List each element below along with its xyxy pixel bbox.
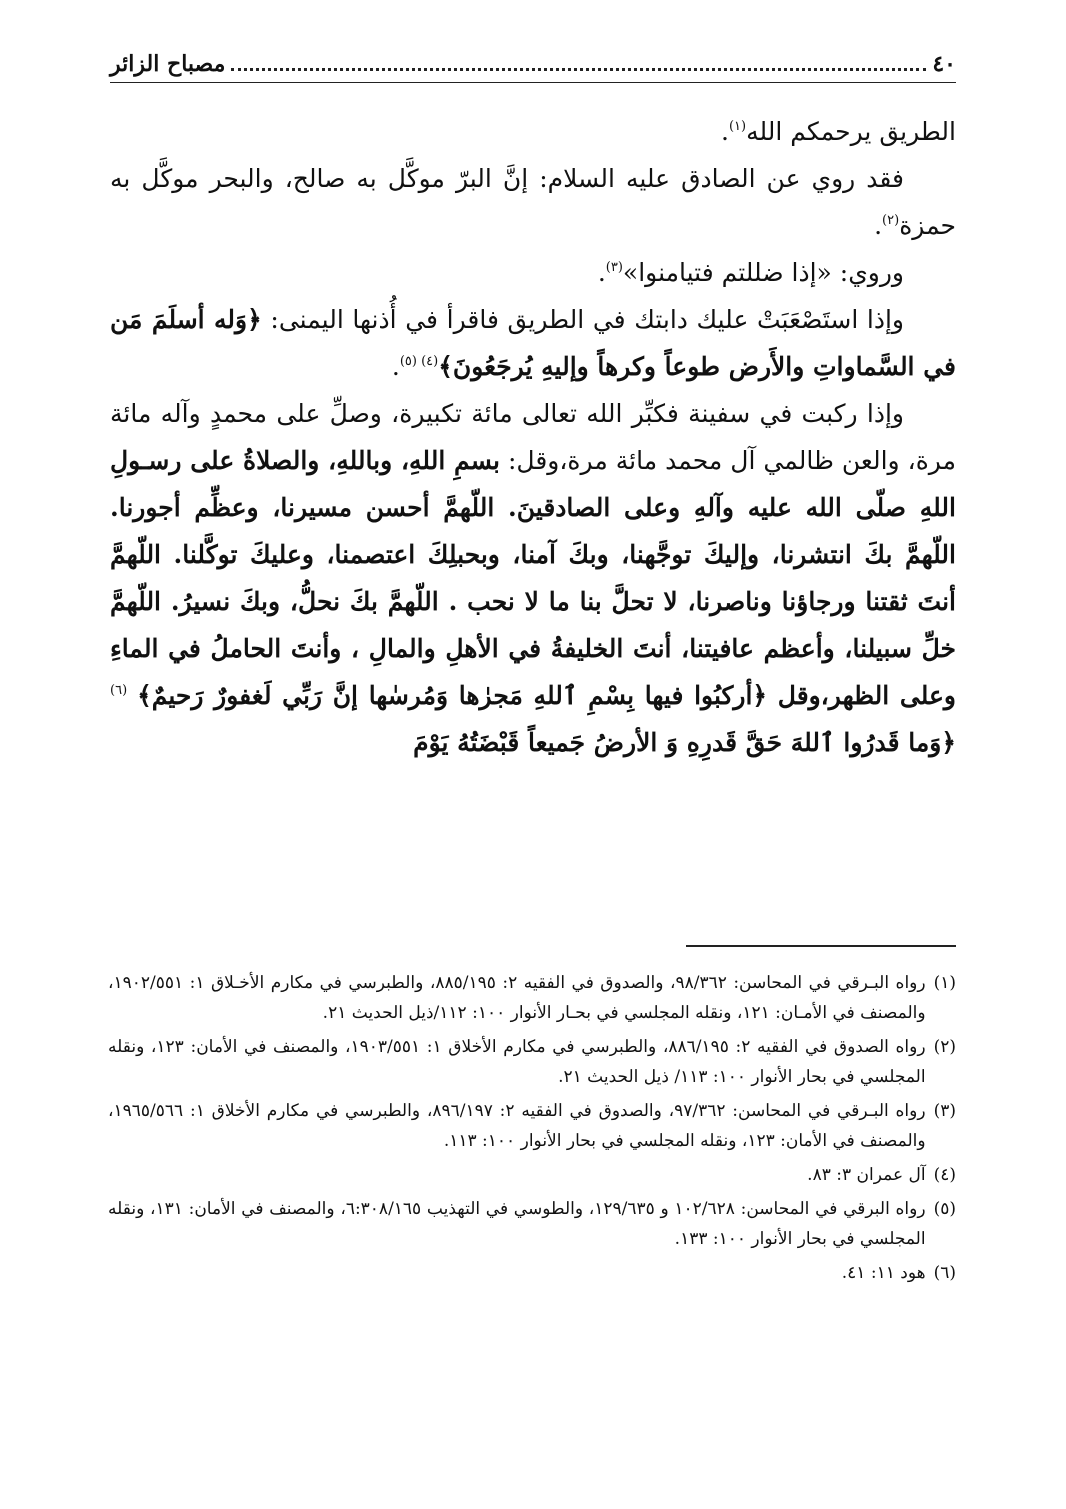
footnote: (١) رواه البـرقي في المحاسن: ٩٨/٣٦٢، والصدوق في الفقيه ٢: ٨٨٥/١٩٥، والطبرسي في مكارم الأخـلاق ١: ١٩٠٢/٥٥١، والمصنف في الأمـان: ١٢١، ونقله المجلسي في بحـار الأنوار ١٠٠: ١١٢/ذيل الحديث ٢١.	[108, 973, 956, 1023]
header-leader-dots	[231, 68, 926, 71]
footnote-ref: (٤) (٥)	[399, 354, 439, 369]
footnote-ref: (٣)	[605, 260, 623, 275]
footnote-separator	[686, 945, 956, 947]
footnote-ref: (٢)	[882, 213, 900, 228]
page-number: ٤٠	[932, 51, 956, 77]
supplication-text: بسمِ اللهِ، وباللهِ، والصلاةُ على رسـولِ اللهِ صلّى الله عليه وآلهِ وعلى الصادقينَ. اللّهمَّ أحسن مسيرنا، وعظِّم أجورنا. اللّهمَّ بكَ انتشرنا، وإليكَ توجَّهنا، وبكَ آمنا، وبحبلِكَ اعتصمنا، وعليكَ توكَّلنا. اللّهمَّ أنتَ ثقتنا ورجاؤنا وناصرنا، لا تحلَّ بنا ما لا نحب . اللّهمَّ بكَ نحلُّ، وبكَ نسيرُ. اللّهمَّ خلِّ سبيلنا، وأعظم عافيتنا، أنتَ الخليفةُ في الأهلِ والمالِ ، وأنتَ الحاملُ في الماءِ وعلى الظهر،وقل	[110, 446, 956, 710]
footnote: (٦) هود ١١: ٤١.	[841, 1263, 956, 1283]
footnote-ref: (٦)	[110, 683, 128, 698]
paragraph-5: وإذا ركبت في سفينة فكبِّر الله تعالى مائة تكبيرة، وصلِّ على محمدٍ وآله مائة مرة، والعن ظالمي آل محمد مائة مرة،وقل: بسمِ اللهِ، وباللهِ، والصلاةُ على رسـولِ اللهِ صلّى الله عليه وآلهِ وعلى الصادقينَ. اللّهمَّ أحسن مسيرنا، وعظِّم أجورنا. اللّهمَّ بكَ انتشرنا، وإليكَ توجَّهنا، وبكَ آمنا، وبحبلِكَ اعتصمنا، وعليكَ توكَّلنا. اللّهمَّ أنتَ ثقتنا ورجاؤنا وناصرنا، لا تحلَّ بنا ما لا نحب . اللّهمَّ بكَ نحلُّ، وبكَ نسيرُ. اللّهمَّ خلِّ سبيلنا، وأعظم عافيتنا، أنتَ الخليفةُ في الأهلِ والمالِ ، وأنتَ الحاملُ في الماءِ وعلى الظهر،وقل ﴿أركبُوا فيها بِسْمِ ٱللهِ مَجرٰها وَمُرسٰها إنَّ رَبِّي لَغفورٌ رَحيمٌ﴾ $^{(٦)}$ ﴿وَما قَدرُوا ٱللهَ حَقَّ قَدرِهِ وَ الأرضُ جَميعاً قَبْضَتُهُ يَوْمَ	[110, 399, 956, 757]
quran-quote: ﴿وَله أسلَمَ مَن في السَّماواتِ والأَرض طوعاً وكرهاً وإليهِ يُرجَعُونَ﴾	[110, 305, 956, 381]
paragraph-3: وروي: «إذا ضللتم فتيامنوا»$^{(٣)}$.	[597, 258, 904, 287]
quran-quote: ﴿أركبُوا فيها بِسْمِ ٱللهِ مَجرٰها وَمُرسٰها إنَّ رَبِّي لَغفورٌ رَحيمٌ﴾	[137, 681, 768, 710]
footnote: (٣) رواه البـرقي في المحاسن: ٩٧/٣٦٢، والصدوق في الفقيه ٢: ٨٩٦/١٩٧، والطبرسي في مكارم الأخلاق ١: ١٩٦٥/٥٦٦، والمصنف في الأمان: ١٢٣، ونقله المجلسي في بحار الأنوار ١٠٠: ١١٣.	[108, 1101, 956, 1151]
main-text	[110, 108, 956, 766]
quran-quote: ﴿وَما قَدرُوا ٱللهَ حَقَّ قَدرِهِ وَ الأرضُ جَميعاً قَبْضَتُهُ يَوْمَ	[413, 728, 956, 757]
footnotes	[108, 968, 956, 1292]
footnote: (٤) آل عمران ٣: ٨٣.	[807, 1165, 956, 1185]
book-title: مصباح الزائر	[110, 51, 226, 77]
running-header	[110, 46, 956, 83]
footnote: (٢) رواه الصدوق في الفقيه ٢: ٨٨٦/١٩٥، والطبرسي في مكارم الأخلاق ١: ١٩٠٣/٥٥١، والمصنف في الأمان: ١٢٣، ونقله المجلسي في بحار الأنوار ١٠٠: ١١٣/ ذيل الحديث ٢١.	[108, 1037, 956, 1087]
paragraph-4: وإذا استَصْعَبَتْ عليك دابتك في الطريق فاقرأ في أُذنها اليمنى: ﴿وَله أسلَمَ مَن في السَّماواتِ والأَرض طوعاً وكرهاً وإليهِ يُرجَعُونَ﴾$^{(٤) (٥)}$.	[110, 305, 956, 381]
footnote: (٥) رواه البرقي في المحاسن: ١٠٢/٦٢٨ و ١٢٩/٦٣٥، والطوسي في التهذيب ٦:٣٠٨/١٦٥، والمصنف في الأمان: ١٣١، ونقله المجلسي في بحار الأنوار ١٠٠: ١٣٣.	[108, 1199, 956, 1249]
paragraph-1: الطريق يرحمكم الله$^{(١)}$.	[720, 117, 956, 146]
footnote-ref: (١)	[728, 119, 747, 134]
paragraph-2: فقد روي عن الصادق عليه السلام: إنَّ البرّ موكَّل به صالح، والبحر موكَّل به حمزة$^{(٢)}$.	[110, 164, 956, 240]
